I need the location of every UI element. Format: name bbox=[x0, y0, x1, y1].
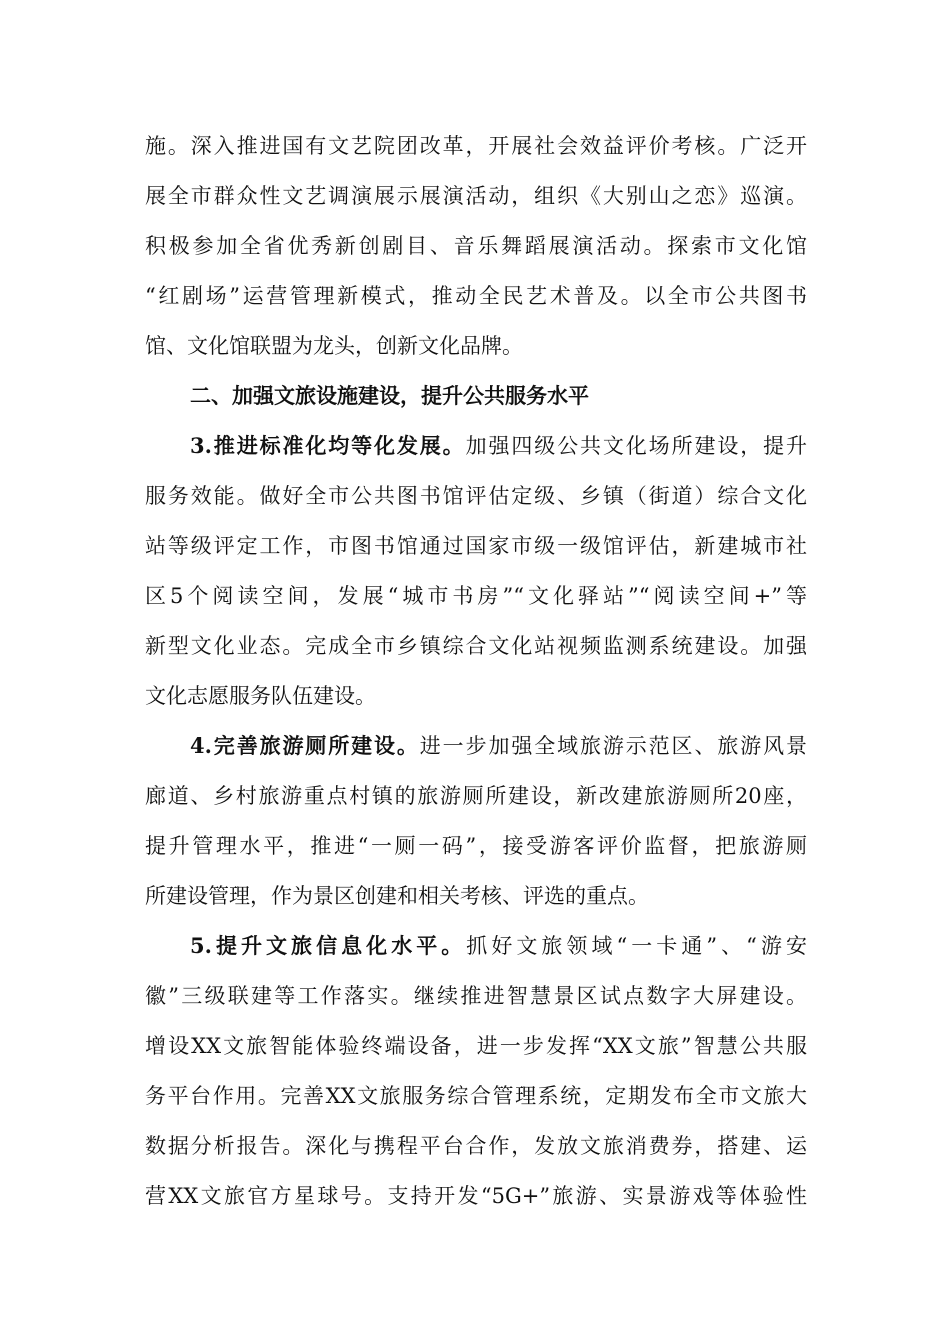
paragraph-line: 站等级评定工作，市图书馆通过国家市级一级馆评估，新建城市社 bbox=[145, 534, 807, 558]
item-title: 3.推进标准化均等化发展。 bbox=[190, 433, 466, 458]
paragraph-line: 服务效能。做好全市公共图书馆评估定级、乡镇（街道）综合文化 bbox=[145, 484, 807, 508]
item-text: 抓好文旅领域“一卡通”、“游安 bbox=[466, 934, 807, 958]
item-text: 进一步加强全域旅游示范区、旅游风景 bbox=[419, 734, 807, 758]
paragraph-line: 营XX文旅官方星球号。支持开发“5G+”旅游、实景游戏等体验性 bbox=[145, 1184, 807, 1208]
paragraph-line: 新型文化业态。完成全市乡镇综合文化站视频监测系统建设。加强 bbox=[145, 634, 807, 658]
paragraph-line: 增设XX文旅智能体验终端设备，进一步发挥“XX文旅”智慧公共服 bbox=[145, 1034, 807, 1058]
paragraph-line: 区5个阅读空间，发展“城市书房”“文化驿站”“阅读空间+”等 bbox=[145, 584, 807, 608]
paragraph-line: 提升管理水平，推进“一厕一码”，接受游客评价监督，把旅游厕 bbox=[145, 834, 807, 858]
item-title: 4.完善旅游厕所建设。 bbox=[190, 733, 420, 758]
paragraph-line: 文化志愿服务队伍建设。 bbox=[145, 684, 376, 708]
paragraph-line: 馆、文化馆联盟为龙头，创新文化品牌。 bbox=[145, 334, 523, 358]
paragraph-line: 积极参加全省优秀新创剧目、音乐舞蹈展演活动。探索市文化馆 bbox=[145, 234, 807, 258]
paragraph-line: 所建设管理，作为景区创建和相关考核、评选的重点。 bbox=[145, 884, 649, 908]
paragraph-first-line bbox=[190, 421, 807, 471]
paragraph-line: 施。深入推进国有文艺院团改革，开展社会效益评价考核。广泛开 bbox=[145, 134, 807, 158]
paragraph-first-line bbox=[190, 721, 807, 771]
item-title: 5.提升文旅信息化水平。 bbox=[190, 933, 467, 958]
paragraph-line: 数据分析报告。深化与携程平台合作，发放文旅消费券，搭建、运 bbox=[145, 1134, 807, 1158]
paragraph-line: 展全市群众性文艺调演展示展演活动，组织《大别山之恋》巡演。 bbox=[145, 184, 807, 208]
paragraph-first-line bbox=[190, 921, 807, 971]
paragraph-line: 廊道、乡村旅游重点村镇的旅游厕所建设，新改建旅游厕所20座， bbox=[145, 784, 807, 808]
section-heading: 二、加强文旅设施建设，提升公共服务水平 bbox=[190, 383, 589, 408]
paragraph-line: 徽”三级联建等工作落实。继续推进智慧景区试点数字大屏建设。 bbox=[145, 984, 807, 1008]
paragraph-line: 务平台作用。完善XX文旅服务综合管理系统，定期发布全市文旅大 bbox=[145, 1084, 807, 1108]
paragraph-line: “红剧场”运营管理新模式，推动全民艺术普及。以全市公共图书 bbox=[145, 284, 807, 308]
item-text: 加强四级公共文化场所建设，提升 bbox=[465, 434, 808, 458]
